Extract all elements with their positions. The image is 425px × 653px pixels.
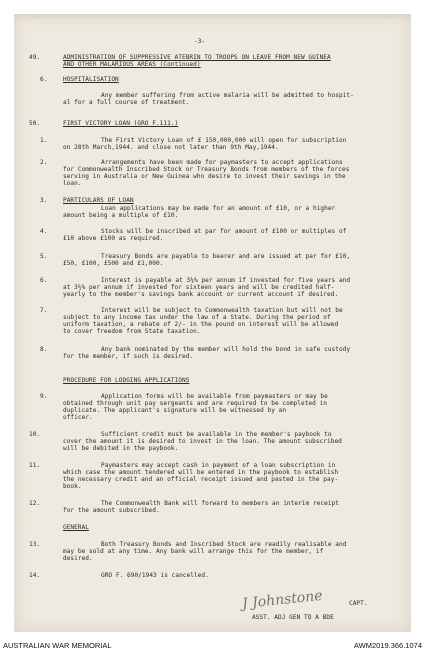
footer-accession-number: AWM2019.366.1074 [353, 641, 422, 650]
subheading: GENERAL [63, 524, 90, 531]
paragraph-line: loan. [63, 180, 82, 187]
item-number: 14. [29, 572, 41, 579]
subheading: HOSPITALISATION [63, 76, 119, 83]
item-number: 50. [29, 120, 41, 127]
paragraph-line: Paymasters may accept cash in payment of a loan subscription in [101, 462, 336, 469]
item-number: 2. [40, 159, 48, 166]
paragraph-line: Any member suffering from active malaria will be admitted to hospit- [101, 92, 354, 99]
item-number: 13. [29, 541, 41, 548]
footer-bar [0, 636, 425, 653]
paragraph-line: Treasury Bonds are payable to bearer and are issued at par for £10, [101, 253, 351, 260]
paragraph-line: for Commonwealth Inscribed Stock or Treasury Bonds from members of the forces [63, 166, 350, 173]
item-number: 8. [40, 346, 48, 353]
paragraph-line: at 3½% per annum if invested for sixteen years and will be credited half- [63, 284, 335, 291]
paragraph-line: book. [63, 483, 82, 490]
paragraph-line: yearly to the member's savings bank account or current account if desired. [63, 291, 339, 298]
paragraph-line: on 28th March,1944. and close not later than 9th May,1944. [63, 144, 279, 151]
item-number: 6. [40, 76, 48, 83]
paragraph-line: for the member, if such is desired. [63, 353, 194, 360]
paragraph-line: desired. [63, 555, 93, 562]
paragraph-line: al for a full course of treatment. [63, 99, 190, 106]
paragraph-line: The Commonwealth Bank will forward to members an interim receipt [101, 500, 339, 507]
item-number: 9. [40, 393, 48, 400]
paragraph-line: officer. [63, 414, 93, 421]
paragraph-line: serving in Australia or New Guinea who desire to invest their savings in the [63, 173, 346, 180]
item-number: 3. [40, 197, 48, 204]
paragraph-line: cover the amount it is desired to invest in the loan. The amount subscribed [63, 438, 342, 445]
paragraph-line: uniform taxation, a rebate of 2/- in the pound on interest will be allowed [63, 321, 339, 328]
handwritten-signature: J Johnstone [241, 587, 324, 613]
paragraph-line: Interest is payable at 3¼% per annum if invested for five years and [101, 277, 351, 284]
section-heading: AND OTHER MALARIOUS AREAS (Continued) [63, 61, 201, 68]
signature-title: ASST. ADJ GEN TO A BDE [252, 614, 334, 621]
paragraph-line: Application forms will be available from paymasters or may be [101, 393, 328, 400]
paragraph-line: £50, £100, £500 and £1,000. [63, 260, 164, 267]
paragraph-line: £10 above £100 as required. [63, 235, 164, 242]
document-page [14, 14, 411, 632]
item-number: 49. [29, 54, 41, 61]
signature-rank: CAPT. [349, 600, 368, 607]
paragraph-line: Loan applications may be made for an amount of £10, or a higher [101, 205, 336, 212]
paragraph-line: Any bank nominated by the member will hold the bond in safe custody [101, 346, 351, 353]
item-number: 7. [40, 307, 48, 314]
item-number: 6. [40, 277, 48, 284]
paragraph-line: obtained through unit pay sergeants and are required to be completed in [63, 400, 328, 407]
paragraph-line: Arrangements have been made for paymasters to accept applications [101, 159, 343, 166]
paragraph-line: for the amount subscribed. [63, 507, 160, 514]
paragraph-line: The First Victory Loan of £ 150,000,000 will open for subscription [101, 137, 347, 144]
paragraph-line: duplicate. The applicant's signature will be witnessed by an [63, 407, 287, 414]
item-number: 11. [29, 462, 41, 469]
item-number: 12. [29, 500, 41, 507]
item-number: 5. [40, 253, 48, 260]
footer-credit: AUSTRALIAN WAR MEMORIAL [3, 641, 112, 650]
paragraph-line: the necessary credit and an official receipt issued and pasted in the pay- [63, 476, 339, 483]
paragraph-line: Both Treasury Bonds and Inscribed Stock are readily realisable and [101, 541, 347, 548]
item-number: 10. [29, 431, 41, 438]
paragraph-line: will be debited in the paybook. [63, 445, 179, 452]
paragraph-line: to cover freedom from State taxation. [63, 328, 201, 335]
item-number: 1. [40, 137, 48, 144]
paragraph-line: Stocks will be inscribed at par for amount of £100 or multiples of [101, 228, 347, 235]
subheading: PARTICULARS OF LOAN [63, 197, 134, 204]
section-heading: FIRST VICTORY LOAN (GRO F.111.) [63, 120, 179, 127]
paragraph-line: Sufficient credit must be available in the member's paybook to [101, 431, 332, 438]
paragraph-line: may be sold at any time. Any bank will arrange this for the member, if [63, 548, 324, 555]
item-number: 4. [40, 228, 48, 235]
paragraph-line: which case the amount tendered will be entered in the paybook to establish [63, 469, 339, 476]
section-heading: ADMINISTRATION OF SUPPRESSIVE ATEBRIN TO TROOPS ON LEAVE FROM NEW GUINEA [63, 54, 331, 61]
paragraph-line: GRO F. 690/1943 is cancelled. [101, 572, 209, 579]
page-marker: -3- [194, 38, 206, 45]
subheading: PROCEDURE FOR LODGING APPLICATIONS [63, 377, 190, 384]
paragraph-line: subject to any income tax under the law of a State. During the period of [63, 314, 331, 321]
paragraph-line: Interest will be subject to Commonwealth taxation but will not be [101, 307, 343, 314]
paragraph-line: amount being a multiple of £10. [63, 212, 179, 219]
